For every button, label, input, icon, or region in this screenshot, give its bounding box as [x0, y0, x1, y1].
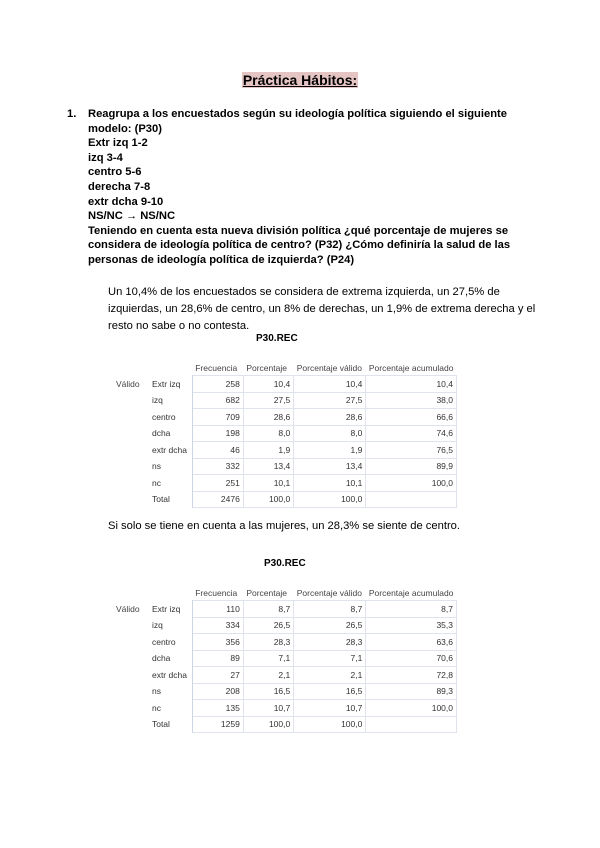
row-group-label — [113, 475, 149, 492]
frequency-table-1 — [113, 345, 457, 508]
row-group-label — [113, 442, 149, 459]
cell-frequency: 1259 — [192, 716, 243, 733]
cell-percent: 10,4 — [243, 376, 293, 393]
table-header-row — [113, 570, 457, 601]
row-category: Total — [149, 716, 192, 733]
question-line: NS/NC → NS/NC — [88, 210, 176, 223]
question-block — [67, 107, 538, 268]
cell-valid-percent: 27,5 — [294, 392, 366, 409]
header-valid-percent: Porcentaje válido — [296, 588, 362, 598]
cell-valid-percent: 2,1 — [294, 667, 366, 684]
cell-frequency: 27 — [192, 667, 243, 684]
cell-frequency: 332 — [192, 458, 243, 475]
row-group-label — [113, 491, 149, 508]
cell-cumulative-percent: 10,4 — [366, 376, 457, 393]
row-category: Extr izq — [149, 376, 192, 393]
table-row — [113, 392, 457, 409]
cell-valid-percent: 28,3 — [294, 634, 366, 651]
row-group-label — [113, 425, 149, 442]
cell-cumulative-percent — [366, 491, 457, 508]
header-percent: Porcentaje — [246, 363, 287, 373]
table-row — [113, 425, 457, 442]
cell-cumulative-percent: 100,0 — [366, 700, 457, 717]
cell-percent: 10,7 — [243, 700, 293, 717]
cell-frequency: 110 — [192, 601, 243, 618]
cell-percent: 28,6 — [243, 409, 293, 426]
cell-valid-percent: 1,9 — [294, 442, 366, 459]
row-group-label — [113, 700, 149, 717]
cell-percent: 16,5 — [243, 683, 293, 700]
cell-percent: 100,0 — [243, 716, 293, 733]
cell-frequency: 2476 — [192, 491, 243, 508]
row-category: extr dcha — [149, 442, 192, 459]
cell-frequency: 208 — [192, 683, 243, 700]
cell-frequency: 46 — [192, 442, 243, 459]
header-frequency: Frecuencia — [195, 588, 238, 598]
row-group-label — [113, 409, 149, 426]
row-group-label — [113, 667, 149, 684]
table-row — [113, 601, 457, 618]
table-row — [113, 716, 457, 733]
row-category: extr dcha — [149, 667, 192, 684]
header-cumulative-percent: Porcentaje acumulado — [368, 363, 454, 373]
row-category: dcha — [149, 650, 192, 667]
row-group-label — [113, 392, 149, 409]
cell-valid-percent: 10,1 — [294, 475, 366, 492]
question-line: izq 3-4 — [88, 151, 123, 164]
table-row — [113, 409, 457, 426]
table-row — [113, 617, 457, 634]
cell-cumulative-percent: 89,3 — [366, 683, 457, 700]
row-group-label: Válido — [116, 603, 140, 614]
cell-percent: 7,1 — [243, 650, 293, 667]
cell-percent: 2,1 — [243, 667, 293, 684]
row-category: izq — [149, 392, 192, 409]
cell-frequency: 334 — [192, 617, 243, 634]
cell-valid-percent: 100,0 — [294, 716, 366, 733]
question-line: Teniendo en cuenta esta nueva división política ¿qué porcentaje de mujeres se — [88, 224, 509, 237]
cell-frequency: 251 — [192, 475, 243, 492]
header-valid-percent: Porcentaje válido — [296, 363, 362, 373]
cell-percent: 10,1 — [243, 475, 293, 492]
table-1-title: P30.REC — [256, 333, 298, 344]
question-line: Extr izq 1-2 — [88, 137, 148, 150]
question-line: Reagrupa a los encuestados según su ideología política siguiendo el siguiente — [88, 108, 507, 120]
question-line: derecha 7-8 — [88, 180, 151, 193]
header-percent: Porcentaje — [246, 588, 287, 598]
cell-frequency: 356 — [192, 634, 243, 651]
cell-valid-percent: 8,0 — [294, 425, 366, 442]
table-row — [113, 634, 457, 651]
question-line: extr dcha 9-10 — [88, 195, 164, 208]
question-line: modelo: (P30) — [88, 122, 162, 135]
frequency-table-2 — [113, 570, 457, 733]
cell-valid-percent: 10,4 — [294, 376, 366, 393]
cell-valid-percent: 28,6 — [294, 409, 366, 426]
cell-percent: 8,7 — [243, 601, 293, 618]
cell-frequency: 682 — [192, 392, 243, 409]
cell-valid-percent: 13,4 — [294, 458, 366, 475]
table-row — [113, 700, 457, 717]
row-group-label — [113, 716, 149, 733]
cell-percent: 1,9 — [243, 442, 293, 459]
cell-cumulative-percent: 72,8 — [366, 667, 457, 684]
cell-percent: 100,0 — [243, 491, 293, 508]
cell-frequency: 135 — [192, 700, 243, 717]
cell-percent: 26,5 — [243, 617, 293, 634]
row-category: centro — [149, 409, 192, 426]
cell-percent: 13,4 — [243, 458, 293, 475]
row-category: Total — [149, 491, 192, 508]
answer-paragraph-1: Un 10,4% de los encuestados se considera de extrema izquierda, un 27,5% de izquierdas, un 28,6% de centro, un 8% de derechas, un 1,9% de extrema derecha y el resto no sabe o no contesta. — [108, 286, 536, 332]
cell-valid-percent: 7,1 — [294, 650, 366, 667]
row-category: ns — [149, 683, 192, 700]
row-group-label — [113, 683, 149, 700]
cell-valid-percent: 100,0 — [294, 491, 366, 508]
cell-cumulative-percent: 89,9 — [366, 458, 457, 475]
row-group-label — [113, 458, 149, 475]
answer-paragraph-2: Si solo se tiene en cuenta a las mujeres, un 28,3% se siente de centro. — [108, 520, 460, 532]
table-row — [113, 650, 457, 667]
cell-cumulative-percent: 74,6 — [366, 425, 457, 442]
table-row — [113, 683, 457, 700]
row-group-label — [113, 650, 149, 667]
cell-frequency: 89 — [192, 650, 243, 667]
table-header-row — [113, 345, 457, 376]
row-category: izq — [149, 617, 192, 634]
cell-cumulative-percent: 38,0 — [366, 392, 457, 409]
question-line: centro 5-6 — [88, 166, 142, 179]
header-cumulative-percent: Porcentaje acumulado — [368, 588, 454, 598]
row-group-label — [113, 634, 149, 651]
table-row — [113, 458, 457, 475]
row-category: dcha — [149, 425, 192, 442]
table-row — [113, 442, 457, 459]
page-title — [0, 72, 600, 88]
cell-cumulative-percent: 8,7 — [366, 601, 457, 618]
cell-percent: 8,0 — [243, 425, 293, 442]
page-title-text: Práctica Hábitos: — [242, 72, 358, 88]
cell-cumulative-percent: 63,6 — [366, 634, 457, 651]
table-row — [113, 475, 457, 492]
cell-frequency: 258 — [192, 376, 243, 393]
cell-cumulative-percent: 70,6 — [366, 650, 457, 667]
table-2-title: P30.REC — [264, 558, 306, 569]
cell-valid-percent: 10,7 — [294, 700, 366, 717]
header-frequency: Frecuencia — [195, 363, 238, 373]
cell-percent: 27,5 — [243, 392, 293, 409]
row-category: nc — [149, 700, 192, 717]
question-line: personas de ideología política de izquierda? (P24) — [88, 253, 355, 266]
cell-valid-percent: 16,5 — [294, 683, 366, 700]
cell-cumulative-percent: 66,6 — [366, 409, 457, 426]
cell-cumulative-percent: 76,5 — [366, 442, 457, 459]
table-row — [113, 376, 457, 393]
cell-percent: 28,3 — [243, 634, 293, 651]
cell-cumulative-percent: 35,3 — [366, 617, 457, 634]
cell-frequency: 709 — [192, 409, 243, 426]
cell-valid-percent: 26,5 — [294, 617, 366, 634]
question-line: considera de ideología política de centro? (P32) ¿Cómo definiría la salud de las — [88, 239, 511, 252]
row-category: centro — [149, 634, 192, 651]
cell-cumulative-percent — [366, 716, 457, 733]
cell-cumulative-percent: 100,0 — [366, 475, 457, 492]
row-group-label — [113, 617, 149, 634]
table-row — [113, 667, 457, 684]
row-group-label: Válido — [116, 378, 140, 389]
row-category: ns — [149, 458, 192, 475]
row-category: Extr izq — [149, 601, 192, 618]
table-row — [113, 491, 457, 508]
cell-frequency: 198 — [192, 425, 243, 442]
cell-valid-percent: 8,7 — [294, 601, 366, 618]
question-number: 1. — [67, 108, 77, 120]
row-category: nc — [149, 475, 192, 492]
